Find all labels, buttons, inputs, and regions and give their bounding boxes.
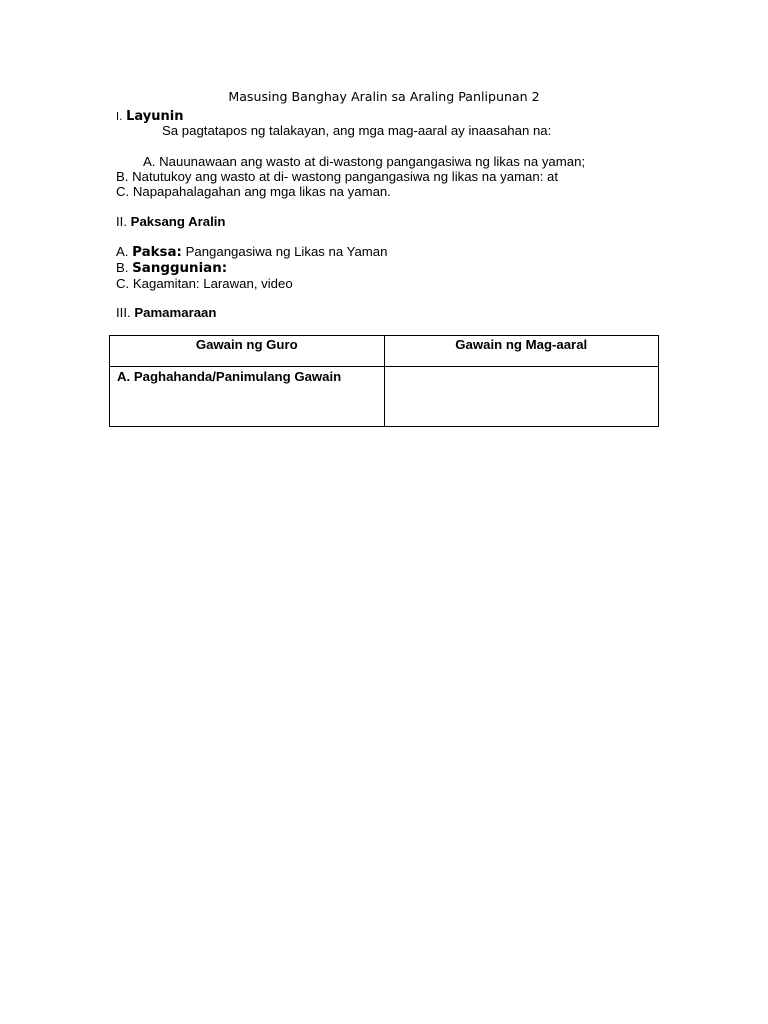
document-title: Masusing Banghay Aralin sa Araling Panlipunan 2: [228, 89, 540, 104]
section-3-numeral: III.: [116, 305, 131, 320]
cell-text-mag-aaral: [385, 367, 659, 369]
section-3-title: Pamamaraan: [134, 305, 217, 320]
objective-a: A. Nauunawaan ang wasto at di-wastong pangangasiwa ng likas na yaman;: [143, 154, 586, 169]
section-1-title: Layunin: [126, 109, 184, 124]
table-cell-guro: [110, 367, 385, 427]
sanggunian-line: [116, 260, 227, 277]
header-gawain-ng-mag-aaral: Gawain ng Mag-aaral: [384, 336, 659, 367]
section-2-numeral: II.: [116, 214, 127, 229]
objective-b: B. Natutukoy ang wasto at di- wastong pangangasiwa ng likas na yaman: at: [116, 169, 559, 184]
header-gawain-ng-guro: Gawain ng Guro: [110, 336, 385, 367]
section-1-intro: Sa pagtatapos ng talakayan, ang mga mag-aaral ay inaasahan na:: [162, 123, 552, 138]
paksa-value: Pangangasiwa ng Likas na Yaman: [185, 244, 388, 259]
section-1-numeral: I.: [116, 111, 123, 123]
paksa-prefix: A.: [116, 244, 129, 259]
section-2-heading: [116, 214, 225, 230]
sanggunian-prefix: B.: [116, 260, 129, 275]
kagamitan-line: [116, 276, 293, 292]
objective-c: C. Napapahalagahan ang mga likas na yaman.: [116, 184, 391, 199]
paksa-line: [116, 244, 387, 261]
activities-table: [109, 335, 659, 427]
sanggunian-label: Sanggunian:: [132, 261, 228, 276]
cell-text-paghahanda: A. Paghahanda/Panimulang Gawain: [117, 369, 342, 384]
section-2-title: Paksang Aralin: [130, 214, 226, 229]
table-cell-mag-aaral: [384, 367, 659, 427]
paksa-label: Paksa:: [132, 245, 182, 260]
table-header-row: [110, 336, 659, 367]
table-row: [110, 367, 659, 427]
kagamitan-value: Kagamitan: Larawan, video: [132, 276, 293, 291]
kagamitan-prefix: C.: [116, 276, 130, 291]
section-3-heading: [116, 305, 216, 321]
